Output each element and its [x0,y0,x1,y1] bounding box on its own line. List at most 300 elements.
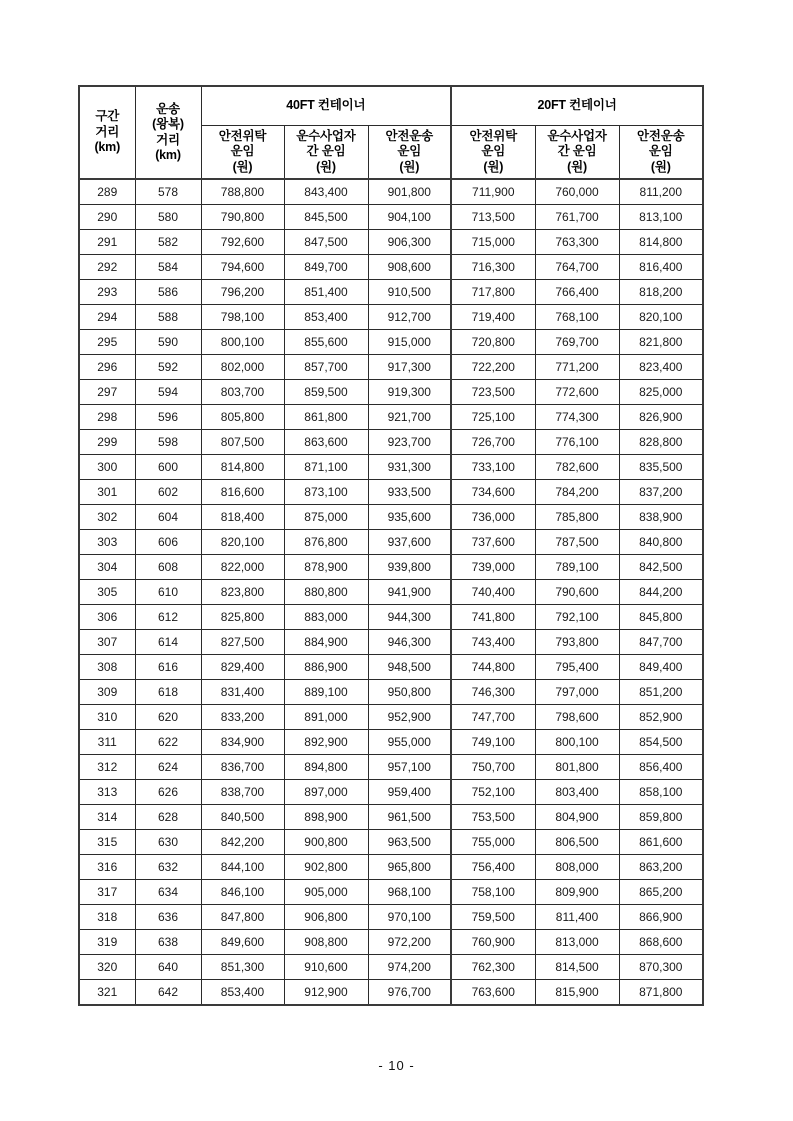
cell-20ft-entrust-fare: 758,100 [451,880,535,905]
cell-40ft-entrust-fare: 807,500 [201,430,284,455]
header-line: (km) [94,140,121,155]
cell-40ft-transport-fare: 976,700 [368,980,451,1006]
cell-40ft-entrust-fare: 847,800 [201,905,284,930]
cell-20ft-entrust-fare: 744,800 [451,655,535,680]
table-row [79,255,703,280]
table-row [79,605,703,630]
cell-20ft-transport-fare: 814,800 [619,230,703,255]
cell-round-trip-distance: 616 [135,655,201,680]
cell-40ft-transport-fare: 923,700 [368,430,451,455]
cell-20ft-inter-carrier-fare: 798,600 [535,705,619,730]
cell-round-trip-distance: 590 [135,330,201,355]
cell-40ft-entrust-fare: 851,300 [201,955,284,980]
cell-40ft-transport-fare: 915,000 [368,330,451,355]
header-line: 운송 [156,101,180,116]
cell-20ft-transport-fare: 828,800 [619,430,703,455]
cell-round-trip-distance: 604 [135,505,201,530]
column-group-header-40ft: 40FT 컨테이너 [201,86,451,126]
cell-section-distance: 311 [79,730,135,755]
cell-40ft-inter-carrier-fare: 889,100 [284,680,368,705]
cell-40ft-inter-carrier-fare: 902,800 [284,855,368,880]
cell-section-distance: 307 [79,630,135,655]
table-row [79,780,703,805]
cell-round-trip-distance: 598 [135,430,201,455]
cell-40ft-inter-carrier-fare: 876,800 [284,530,368,555]
cell-20ft-entrust-fare: 739,000 [451,555,535,580]
cell-40ft-entrust-fare: 842,200 [201,830,284,855]
table-row [79,630,703,655]
column-header-20ft-entrust-fare [451,126,535,180]
cell-40ft-inter-carrier-fare: 871,100 [284,455,368,480]
cell-round-trip-distance: 638 [135,930,201,955]
table-body [79,179,703,1005]
cell-section-distance: 300 [79,455,135,480]
safe-freight-rate-table [78,85,704,1006]
cell-section-distance: 313 [79,780,135,805]
header-line: 운수사업자 [296,129,356,144]
column-header-40ft-entrust-fare [201,126,284,180]
cell-round-trip-distance: 622 [135,730,201,755]
cell-40ft-entrust-fare: 792,600 [201,230,284,255]
cell-20ft-entrust-fare: 711,900 [451,179,535,205]
cell-40ft-entrust-fare: 788,800 [201,179,284,205]
cell-20ft-entrust-fare: 747,700 [451,705,535,730]
cell-section-distance: 298 [79,405,135,430]
cell-section-distance: 314 [79,805,135,830]
cell-round-trip-distance: 620 [135,705,201,730]
cell-20ft-transport-fare: 816,400 [619,255,703,280]
cell-20ft-inter-carrier-fare: 768,100 [535,305,619,330]
cell-40ft-entrust-fare: 853,400 [201,980,284,1006]
cell-section-distance: 295 [79,330,135,355]
cell-section-distance: 308 [79,655,135,680]
cell-20ft-entrust-fare: 756,400 [451,855,535,880]
cell-40ft-transport-fare: 968,100 [368,880,451,905]
table-row [79,655,703,680]
header-line: 운임 [397,144,422,159]
cell-20ft-inter-carrier-fare: 804,900 [535,805,619,830]
cell-section-distance: 309 [79,680,135,705]
header-line: (원) [399,159,420,174]
header-line: (원) [650,159,671,174]
cell-section-distance: 310 [79,705,135,730]
cell-40ft-inter-carrier-fare: 900,800 [284,830,368,855]
cell-40ft-inter-carrier-fare: 861,800 [284,405,368,430]
cell-40ft-inter-carrier-fare: 886,900 [284,655,368,680]
cell-20ft-inter-carrier-fare: 797,000 [535,680,619,705]
cell-20ft-inter-carrier-fare: 793,800 [535,630,619,655]
table-row [79,880,703,905]
cell-20ft-inter-carrier-fare: 782,600 [535,455,619,480]
cell-40ft-entrust-fare: 814,800 [201,455,284,480]
cell-round-trip-distance: 618 [135,680,201,705]
cell-40ft-inter-carrier-fare: 897,000 [284,780,368,805]
cell-round-trip-distance: 624 [135,755,201,780]
cell-20ft-transport-fare: 825,000 [619,380,703,405]
cell-20ft-inter-carrier-fare: 792,100 [535,605,619,630]
cell-40ft-inter-carrier-fare: 894,800 [284,755,368,780]
table-row [79,905,703,930]
cell-40ft-entrust-fare: 827,500 [201,630,284,655]
header-line: 운임 [230,144,255,159]
cell-40ft-entrust-fare: 794,600 [201,255,284,280]
cell-round-trip-distance: 632 [135,855,201,880]
cell-section-distance: 291 [79,230,135,255]
cell-40ft-entrust-fare: 844,100 [201,855,284,880]
cell-20ft-inter-carrier-fare: 811,400 [535,905,619,930]
cell-40ft-entrust-fare: 822,000 [201,555,284,580]
table-row [79,580,703,605]
cell-20ft-inter-carrier-fare: 789,100 [535,555,619,580]
cell-20ft-entrust-fare: 763,600 [451,980,535,1006]
table-row [79,555,703,580]
cell-20ft-transport-fare: 835,500 [619,455,703,480]
cell-40ft-transport-fare: 939,800 [368,555,451,580]
cell-20ft-inter-carrier-fare: 771,200 [535,355,619,380]
cell-40ft-inter-carrier-fare: 892,900 [284,730,368,755]
header-line: (원) [316,159,336,174]
cell-round-trip-distance: 582 [135,230,201,255]
cell-40ft-inter-carrier-fare: 910,600 [284,955,368,980]
cell-round-trip-distance: 580 [135,205,201,230]
cell-40ft-inter-carrier-fare: 859,500 [284,380,368,405]
column-header-40ft-inter-carrier-fare [284,126,368,180]
cell-20ft-entrust-fare: 752,100 [451,780,535,805]
cell-round-trip-distance: 594 [135,380,201,405]
table-row [79,505,703,530]
table-row [79,355,703,380]
cell-20ft-inter-carrier-fare: 763,300 [535,230,619,255]
cell-40ft-entrust-fare: 818,400 [201,505,284,530]
cell-round-trip-distance: 588 [135,305,201,330]
cell-40ft-entrust-fare: 849,600 [201,930,284,955]
cell-20ft-entrust-fare: 755,000 [451,830,535,855]
cell-20ft-transport-fare: 844,200 [619,580,703,605]
table-row [79,455,703,480]
cell-20ft-inter-carrier-fare: 760,000 [535,179,619,205]
cell-20ft-inter-carrier-fare: 800,100 [535,730,619,755]
cell-20ft-transport-fare: 820,100 [619,305,703,330]
cell-20ft-inter-carrier-fare: 766,400 [535,280,619,305]
cell-round-trip-distance: 602 [135,480,201,505]
cell-40ft-entrust-fare: 834,900 [201,730,284,755]
cell-section-distance: 294 [79,305,135,330]
table-row [79,930,703,955]
cell-20ft-transport-fare: 863,200 [619,855,703,880]
cell-20ft-transport-fare: 842,500 [619,555,703,580]
column-header-20ft-inter-carrier-fare [535,126,619,180]
cell-20ft-inter-carrier-fare: 769,700 [535,330,619,355]
cell-round-trip-distance: 596 [135,405,201,430]
cell-20ft-inter-carrier-fare: 803,400 [535,780,619,805]
cell-20ft-entrust-fare: 734,600 [451,480,535,505]
cell-20ft-entrust-fare: 736,000 [451,505,535,530]
cell-section-distance: 319 [79,930,135,955]
cell-40ft-transport-fare: 917,300 [368,355,451,380]
cell-20ft-transport-fare: 856,400 [619,755,703,780]
cell-20ft-entrust-fare: 722,200 [451,355,535,380]
table-row [79,179,703,205]
cell-20ft-entrust-fare: 743,400 [451,630,535,655]
cell-40ft-entrust-fare: 790,800 [201,205,284,230]
cell-40ft-transport-fare: 959,400 [368,780,451,805]
cell-section-distance: 289 [79,179,135,205]
table-row [79,480,703,505]
cell-40ft-inter-carrier-fare: 847,500 [284,230,368,255]
cell-40ft-transport-fare: 965,800 [368,855,451,880]
header-line: 안전운송 [637,129,685,144]
cell-round-trip-distance: 640 [135,955,201,980]
cell-round-trip-distance: 584 [135,255,201,280]
cell-20ft-transport-fare: 861,600 [619,830,703,855]
cell-20ft-transport-fare: 838,900 [619,505,703,530]
cell-20ft-entrust-fare: 759,500 [451,905,535,930]
cell-section-distance: 302 [79,505,135,530]
cell-40ft-entrust-fare: 840,500 [201,805,284,830]
cell-round-trip-distance: 614 [135,630,201,655]
table-row [79,830,703,855]
cell-20ft-transport-fare: 854,500 [619,730,703,755]
cell-20ft-inter-carrier-fare: 764,700 [535,255,619,280]
cell-20ft-entrust-fare: 760,900 [451,930,535,955]
cell-20ft-entrust-fare: 762,300 [451,955,535,980]
cell-20ft-transport-fare: 852,900 [619,705,703,730]
cell-20ft-transport-fare: 818,200 [619,280,703,305]
table-row [79,330,703,355]
cell-section-distance: 292 [79,255,135,280]
cell-40ft-entrust-fare: 838,700 [201,780,284,805]
cell-40ft-transport-fare: 961,500 [368,805,451,830]
cell-section-distance: 315 [79,830,135,855]
cell-section-distance: 305 [79,580,135,605]
cell-40ft-transport-fare: 904,100 [368,205,451,230]
header-line: (왕복) [152,117,184,131]
cell-20ft-transport-fare: 821,800 [619,330,703,355]
cell-20ft-inter-carrier-fare: 785,800 [535,505,619,530]
header-line: 운임 [648,144,673,159]
cell-40ft-inter-carrier-fare: 883,000 [284,605,368,630]
table-row [79,430,703,455]
cell-40ft-transport-fare: 946,300 [368,630,451,655]
cell-20ft-entrust-fare: 749,100 [451,730,535,755]
cell-20ft-transport-fare: 865,200 [619,880,703,905]
cell-round-trip-distance: 578 [135,179,201,205]
cell-40ft-transport-fare: 972,200 [368,930,451,955]
cell-20ft-entrust-fare: 725,100 [451,405,535,430]
cell-20ft-inter-carrier-fare: 784,200 [535,480,619,505]
cell-section-distance: 290 [79,205,135,230]
column-header-round-trip-distance [135,86,201,179]
cell-20ft-entrust-fare: 719,400 [451,305,535,330]
cell-20ft-inter-carrier-fare: 813,000 [535,930,619,955]
cell-20ft-transport-fare: 849,400 [619,655,703,680]
cell-round-trip-distance: 626 [135,780,201,805]
cell-20ft-inter-carrier-fare: 790,600 [535,580,619,605]
cell-round-trip-distance: 628 [135,805,201,830]
cell-40ft-inter-carrier-fare: 857,700 [284,355,368,380]
cell-40ft-inter-carrier-fare: 878,900 [284,555,368,580]
cell-section-distance: 318 [79,905,135,930]
header-line: 운임 [481,144,506,159]
header-line: 안전위탁 [218,129,267,144]
table-row [79,730,703,755]
table-row [79,755,703,780]
cell-20ft-transport-fare: 868,600 [619,930,703,955]
header-line: 거리 [156,132,180,147]
cell-20ft-transport-fare: 845,800 [619,605,703,630]
cell-40ft-inter-carrier-fare: 849,700 [284,255,368,280]
cell-20ft-transport-fare: 840,800 [619,530,703,555]
table-row [79,280,703,305]
cell-section-distance: 296 [79,355,135,380]
cell-40ft-transport-fare: 955,000 [368,730,451,755]
header-line: (원) [232,159,253,174]
cell-40ft-inter-carrier-fare: 905,000 [284,880,368,905]
table-row [79,855,703,880]
cell-section-distance: 293 [79,280,135,305]
cell-40ft-inter-carrier-fare: 873,100 [284,480,368,505]
header-line: 운수사업자 [547,129,607,144]
column-group-header-20ft: 20FT 컨테이너 [451,86,703,126]
cell-40ft-transport-fare: 933,500 [368,480,451,505]
cell-20ft-transport-fare: 847,700 [619,630,703,655]
table-row [79,805,703,830]
table-row [79,705,703,730]
cell-40ft-entrust-fare: 846,100 [201,880,284,905]
cell-40ft-inter-carrier-fare: 843,400 [284,179,368,205]
cell-20ft-transport-fare: 870,300 [619,955,703,980]
cell-40ft-transport-fare: 974,200 [368,955,451,980]
cell-20ft-entrust-fare: 741,800 [451,605,535,630]
cell-20ft-inter-carrier-fare: 815,900 [535,980,619,1006]
cell-round-trip-distance: 592 [135,355,201,380]
cell-20ft-transport-fare: 813,100 [619,205,703,230]
header-line: 안전위탁 [469,129,518,144]
cell-40ft-inter-carrier-fare: 912,900 [284,980,368,1006]
column-header-section-distance [79,86,135,179]
cell-40ft-entrust-fare: 833,200 [201,705,284,730]
cell-40ft-inter-carrier-fare: 853,400 [284,305,368,330]
cell-20ft-transport-fare: 859,800 [619,805,703,830]
cell-40ft-inter-carrier-fare: 898,900 [284,805,368,830]
header-line: 안전운송 [385,129,434,144]
cell-section-distance: 316 [79,855,135,880]
table-row [79,405,703,430]
cell-20ft-inter-carrier-fare: 772,600 [535,380,619,405]
cell-round-trip-distance: 608 [135,555,201,580]
cell-section-distance: 299 [79,430,135,455]
cell-40ft-transport-fare: 935,600 [368,505,451,530]
cell-40ft-transport-fare: 941,900 [368,580,451,605]
cell-40ft-transport-fare: 901,800 [368,179,451,205]
cell-round-trip-distance: 634 [135,880,201,905]
cell-40ft-transport-fare: 937,600 [368,530,451,555]
cell-40ft-inter-carrier-fare: 906,800 [284,905,368,930]
cell-20ft-inter-carrier-fare: 787,500 [535,530,619,555]
cell-20ft-transport-fare: 823,400 [619,355,703,380]
cell-40ft-inter-carrier-fare: 908,800 [284,930,368,955]
cell-20ft-entrust-fare: 723,500 [451,380,535,405]
cell-40ft-entrust-fare: 836,700 [201,755,284,780]
cell-40ft-entrust-fare: 803,700 [201,380,284,405]
cell-40ft-inter-carrier-fare: 851,400 [284,280,368,305]
cell-20ft-entrust-fare: 726,700 [451,430,535,455]
cell-20ft-transport-fare: 851,200 [619,680,703,705]
cell-40ft-transport-fare: 948,500 [368,655,451,680]
table-row [79,955,703,980]
header-line: 간 운임 [306,144,346,159]
cell-40ft-transport-fare: 970,100 [368,905,451,930]
table-row [79,230,703,255]
header-line: 거리 [95,124,120,139]
cell-round-trip-distance: 630 [135,830,201,855]
cell-20ft-inter-carrier-fare: 795,400 [535,655,619,680]
cell-40ft-transport-fare: 950,800 [368,680,451,705]
cell-40ft-inter-carrier-fare: 875,000 [284,505,368,530]
cell-20ft-inter-carrier-fare: 806,500 [535,830,619,855]
table-row [79,980,703,1006]
cell-40ft-entrust-fare: 831,400 [201,680,284,705]
column-header-20ft-transport-fare [619,126,703,180]
cell-round-trip-distance: 636 [135,905,201,930]
cell-section-distance: 297 [79,380,135,405]
cell-40ft-entrust-fare: 823,800 [201,580,284,605]
cell-section-distance: 303 [79,530,135,555]
cell-40ft-entrust-fare: 820,100 [201,530,284,555]
cell-40ft-transport-fare: 910,500 [368,280,451,305]
cell-20ft-entrust-fare: 720,800 [451,330,535,355]
column-header-40ft-transport-fare [368,126,451,180]
page-number: - 10 - [378,1058,415,1073]
cell-40ft-transport-fare: 912,700 [368,305,451,330]
cell-20ft-transport-fare: 837,200 [619,480,703,505]
cell-20ft-entrust-fare: 740,400 [451,580,535,605]
cell-20ft-entrust-fare: 750,700 [451,755,535,780]
cell-20ft-inter-carrier-fare: 774,300 [535,405,619,430]
cell-round-trip-distance: 600 [135,455,201,480]
cell-40ft-transport-fare: 908,600 [368,255,451,280]
cell-40ft-transport-fare: 963,500 [368,830,451,855]
cell-40ft-transport-fare: 906,300 [368,230,451,255]
cell-40ft-transport-fare: 921,700 [368,405,451,430]
cell-20ft-entrust-fare: 717,800 [451,280,535,305]
cell-40ft-entrust-fare: 800,100 [201,330,284,355]
cell-20ft-inter-carrier-fare: 809,900 [535,880,619,905]
cell-40ft-entrust-fare: 816,600 [201,480,284,505]
table-row [79,305,703,330]
cell-section-distance: 312 [79,755,135,780]
cell-20ft-transport-fare: 866,900 [619,905,703,930]
cell-20ft-entrust-fare: 753,500 [451,805,535,830]
table-row [79,380,703,405]
cell-20ft-transport-fare: 811,200 [619,179,703,205]
cell-20ft-entrust-fare: 713,500 [451,205,535,230]
cell-40ft-inter-carrier-fare: 863,600 [284,430,368,455]
cell-40ft-entrust-fare: 802,000 [201,355,284,380]
cell-40ft-transport-fare: 957,100 [368,755,451,780]
header-line: (km) [155,148,181,162]
cell-20ft-entrust-fare: 746,300 [451,680,535,705]
cell-section-distance: 304 [79,555,135,580]
cell-40ft-transport-fare: 944,300 [368,605,451,630]
cell-20ft-entrust-fare: 716,300 [451,255,535,280]
cell-20ft-entrust-fare: 715,000 [451,230,535,255]
cell-40ft-inter-carrier-fare: 891,000 [284,705,368,730]
cell-40ft-entrust-fare: 825,800 [201,605,284,630]
cell-round-trip-distance: 642 [135,980,201,1006]
cell-20ft-entrust-fare: 733,100 [451,455,535,480]
table-row [79,205,703,230]
